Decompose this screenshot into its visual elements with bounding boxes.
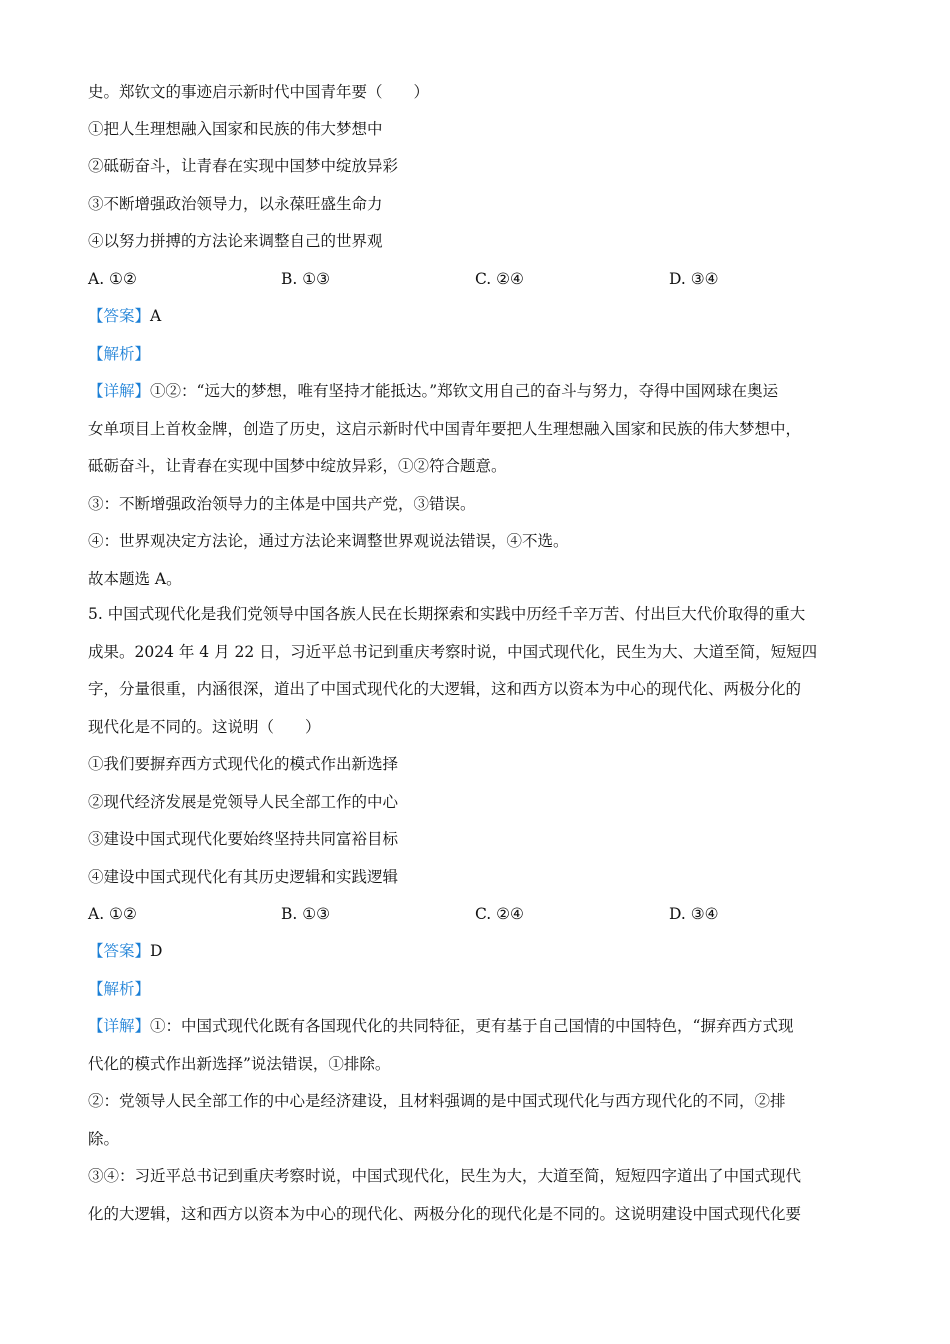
q4-option-c: C. ②④ <box>475 270 524 288</box>
q4-option-b: B. ①③ <box>281 270 331 288</box>
q5-answer-row <box>88 941 870 961</box>
q5-detail-line-4: 除。 <box>88 1130 120 1148</box>
q4-detail-line-5: ④：世界观决定方法论，通过方法论来调整世界观说法错误，④不选。 <box>88 532 569 550</box>
q4-answer-tag: 【答案】 <box>88 307 151 325</box>
q5-detail-line-6: 化的大逻辑，这和西方以资本为中心的现代化、两极分化的现代化是不同的。这说明建设中国式现代化要 <box>88 1205 802 1223</box>
q4-stem-tail: 史。郑钦文的事迹启示新时代中国青年要（ ） <box>88 83 430 101</box>
q5-option-d: D. ③④ <box>669 905 719 923</box>
q4-detail-line-2: 女单项目上首枚金牌，创造了历史，这启示新时代中国青年要把人生理想融入国家和民族的伟大梦想中， <box>88 420 802 438</box>
q5-statement-3: ③建设中国式现代化要始终坚持共同富裕目标 <box>88 830 399 848</box>
q5-detail-line-5: ③④：习近平总书记到重庆考察时说，中国式现代化，民生为大，大道至简，短短四字道出了中国式现代 <box>88 1167 802 1185</box>
q5-statement-1: ①我们要摒弃西方式现代化的模式作出新选择 <box>88 755 399 773</box>
q5-answer-tag: 【答案】 <box>88 942 151 960</box>
q5-stem-line-2: 成果。2024 年 4 月 22 日，习近平总书记到重庆考察时说，中国式现代化，民生为大、大道至简，短短四 <box>88 643 818 661</box>
q4-detail-line-3: 砥砺奋斗，让青春在实现中国梦中绽放异彩，①②符合题意。 <box>88 457 507 475</box>
q4-analysis-tag: 【解析】 <box>88 345 151 363</box>
q5-statement-4: ④建设中国式现代化有其历史逻辑和实践逻辑 <box>88 868 399 886</box>
q4-answer-value: A <box>150 307 162 325</box>
q5-detail-line-1: 【详解】①：中国式现代化既有各国现代化的共同特征，更有基于自己国情的中国特色，“摒弃西方式现 <box>88 1017 794 1035</box>
q4-detail-line-1: 【详解】①②：“远大的梦想，唯有坚持才能抵达。”郑钦文用自己的奋斗与努力，夺得中国网球在奥运 <box>88 382 779 400</box>
q5-statement-2: ②现代经济发展是党领导人民全部工作的中心 <box>88 793 399 811</box>
q4-conclusion: 故本题选 A。 <box>88 570 182 588</box>
q4-option-d: D. ③④ <box>669 270 719 288</box>
q5-detail-line-2: 代化的模式作出新选择”说法错误，①排除。 <box>88 1055 391 1073</box>
q4-statement-2: ②砥砺奋斗，让青春在实现中国梦中绽放异彩 <box>88 157 399 175</box>
q5-stem-line-4: 现代化是不同的。这说明（ ） <box>88 718 321 736</box>
q5-detail-line-3: ②：党领导人民全部工作的中心是经济建设，且材料强调的是中国式现代化与西方现代化的不同，②排 <box>88 1092 786 1110</box>
q5-stem-line-3: 字，分量很重，内涵很深，道出了中国式现代化的大逻辑，这和西方以资本为中心的现代化、两极分化的 <box>88 680 802 698</box>
q4-statement-4: ④以努力拼搏的方法论来调整自己的世界观 <box>88 232 383 250</box>
q5-option-b: B. ①③ <box>281 905 331 923</box>
q4-statement-3: ③不断增强政治领导力，以永葆旺盛生命力 <box>88 195 383 213</box>
q4-detail-line-4: ③：不断增强政治领导力的主体是中国共产党，③错误。 <box>88 495 476 513</box>
q5-answer-value: D <box>150 942 163 960</box>
q5-option-a: A. ①② <box>88 905 137 923</box>
q4-statement-1: ①把人生理想融入国家和民族的伟大梦想中 <box>88 120 383 138</box>
q5-stem-line-1: 5. 中国式现代化是我们党领导中国各族人民在长期探索和实践中历经千辛万苦、付出巨大代价取得的重大 <box>88 605 806 623</box>
q4-option-a: A. ①② <box>88 270 137 288</box>
q4-detail-tag: 【详解】 <box>88 382 151 400</box>
q4-answer-row <box>88 306 870 326</box>
q5-option-c: C. ②④ <box>475 905 524 923</box>
q5-analysis-tag: 【解析】 <box>88 980 151 998</box>
q5-detail-tag: 【详解】 <box>88 1017 151 1035</box>
